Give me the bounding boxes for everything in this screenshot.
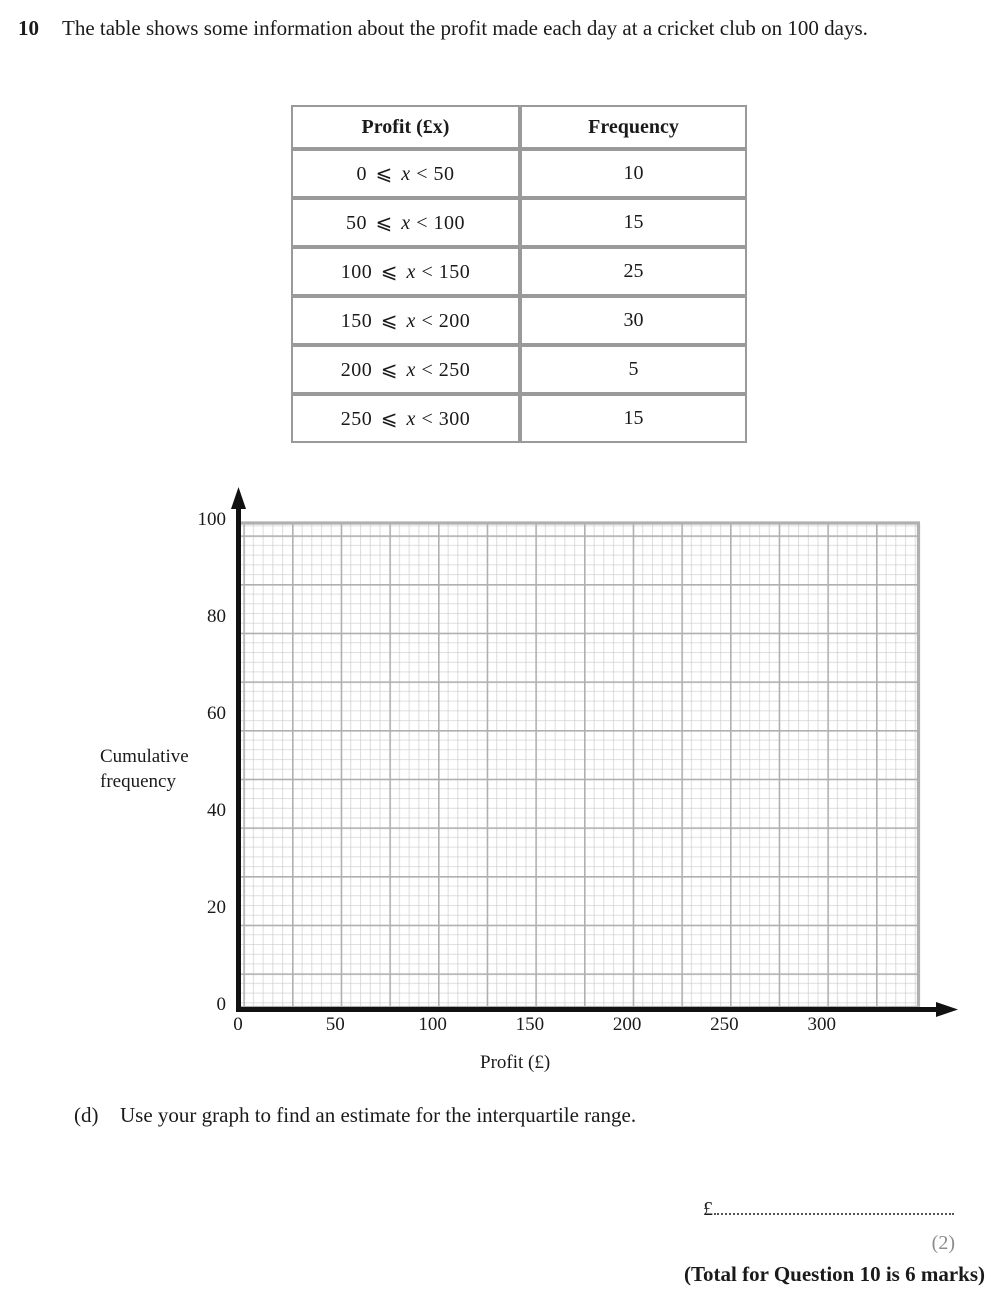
x-tick-label: 200 — [612, 1014, 642, 1035]
part-d-label: (d) — [74, 1103, 99, 1127]
answer-input[interactable] — [714, 1200, 954, 1215]
y-axis-label — [100, 744, 220, 794]
y-tick-label: 40 — [207, 800, 226, 821]
cell-profit-range: 100 ⩽ x < 150 — [291, 247, 520, 296]
x-tick-label: 250 — [710, 1014, 739, 1035]
column-header-profit: Profit (£x) — [291, 105, 520, 149]
cell-frequency: 15 — [520, 394, 747, 443]
axes — [231, 487, 958, 1017]
plot-grid — [240, 523, 920, 1009]
cell-profit-range: 200 ⩽ x < 250 — [291, 345, 520, 394]
x-tick-label: 100 — [418, 1014, 447, 1035]
cell-frequency: 10 — [520, 149, 747, 198]
column-header-frequency: Frequency — [520, 105, 747, 149]
question-number: 10 — [18, 16, 39, 40]
cell-profit-range: 50 ⩽ x < 100 — [291, 198, 520, 247]
x-axis-label: Profit (£) — [480, 1052, 551, 1073]
cell-profit-range: 250 ⩽ x < 300 — [291, 394, 520, 443]
x-tick-label: 0 — [233, 1014, 243, 1035]
y-tick-label: 100 — [197, 509, 226, 530]
currency-symbol: £ — [703, 1198, 713, 1220]
cell-profit-range: 150 ⩽ x < 200 — [291, 296, 520, 345]
x-tick-label: 50 — [325, 1014, 345, 1035]
y-axis-label-line2: frequency — [100, 771, 176, 792]
y-tick-label: 20 — [207, 897, 226, 918]
cell-frequency: 5 — [520, 345, 747, 394]
cell-frequency: 30 — [520, 296, 747, 345]
part-d — [74, 1100, 974, 1130]
total-marks: (Total for Question 10 is 6 marks) — [683, 1262, 985, 1286]
cell-frequency: 25 — [520, 247, 747, 296]
y-tick-label: 60 — [207, 703, 226, 724]
x-tick-label: 300 — [807, 1014, 836, 1035]
question-stem-text: The table shows some information about the profit made each day at a cricket club on 100 days. — [62, 16, 868, 40]
answer-line[interactable] — [703, 1198, 983, 1221]
cell-frequency: 15 — [520, 198, 747, 247]
part-d-text: Use your graph to find an estimate for the interquartile range. — [120, 1103, 637, 1127]
y-tick-label: 80 — [207, 606, 226, 627]
y-tick-label: 0 — [216, 994, 226, 1015]
part-marks: (2) — [931, 1232, 955, 1254]
cell-profit-range: 0 ⩽ x < 50 — [291, 149, 520, 198]
x-tick-label: 150 — [515, 1014, 545, 1035]
y-axis-label-line1: Cumulative — [100, 746, 189, 767]
